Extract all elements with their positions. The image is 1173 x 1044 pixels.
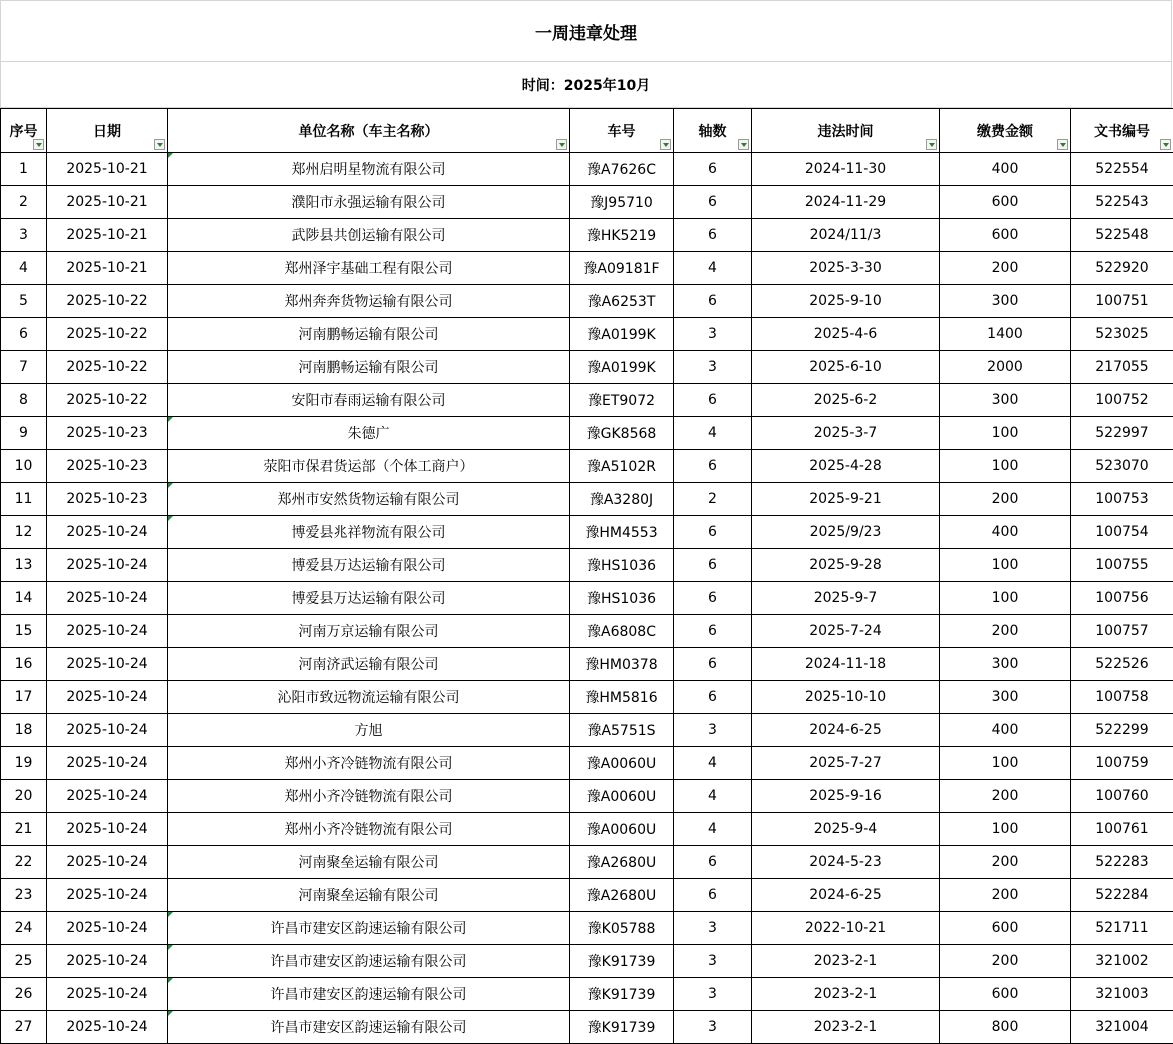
cell-violation-time[interactable]: 2025-9-7 [752, 582, 940, 615]
cell-seq[interactable]: 8 [1, 384, 47, 417]
cell-plate[interactable]: 豫K91739 [570, 945, 674, 978]
cell-amount[interactable]: 200 [940, 780, 1071, 813]
cell-date[interactable]: 2025-10-21 [47, 252, 168, 285]
cell-seq[interactable]: 11 [1, 483, 47, 516]
col-header-seq[interactable] [1, 109, 47, 153]
cell-seq[interactable]: 6 [1, 318, 47, 351]
cell-doc-number[interactable]: 100758 [1071, 681, 1173, 714]
table-row [1, 681, 1173, 714]
cell-company[interactable]: 郑州奔奔货物运输有限公司 [168, 285, 570, 318]
cell-violation-time[interactable]: 2025-10-10 [752, 681, 940, 714]
cell-plate[interactable]: 豫A0060U [570, 813, 674, 846]
cell-company[interactable]: 河南聚垒运输有限公司 [168, 879, 570, 912]
cell-amount[interactable]: 300 [940, 681, 1071, 714]
cell-doc-number[interactable]: 522526 [1071, 648, 1173, 681]
table-row [1, 945, 1173, 978]
cell-axles[interactable]: 6 [674, 549, 752, 582]
table-row [1, 186, 1173, 219]
cell-violation-time[interactable]: 2024-6-25 [752, 879, 940, 912]
cell-date[interactable]: 2025-10-24 [47, 747, 168, 780]
cell-seq[interactable]: 4 [1, 252, 47, 285]
cell-amount[interactable]: 400 [940, 714, 1071, 747]
cell-violation-time[interactable]: 2025-7-24 [752, 615, 940, 648]
cell-date[interactable]: 2025-10-24 [47, 1011, 168, 1044]
cell-date[interactable]: 2025-10-24 [47, 681, 168, 714]
cell-company[interactable]: 博爱县万达运输有限公司 [168, 582, 570, 615]
col-header-doc-number[interactable] [1071, 109, 1173, 153]
cell-plate[interactable]: 豫K91739 [570, 978, 674, 1011]
cell-seq[interactable]: 20 [1, 780, 47, 813]
cell-amount[interactable]: 300 [940, 648, 1071, 681]
cell-doc-number[interactable]: 100756 [1071, 582, 1173, 615]
cell-company[interactable]: 沁阳市致远物流运输有限公司 [168, 681, 570, 714]
filter-dropdown-icon[interactable] [154, 139, 165, 150]
cell-company[interactable]: 郑州市安然货物运输有限公司 [168, 483, 570, 516]
cell-amount[interactable]: 300 [940, 384, 1071, 417]
cell-date[interactable]: 2025-10-23 [47, 417, 168, 450]
cell-amount[interactable]: 200 [940, 846, 1071, 879]
cell-date[interactable]: 2025-10-23 [47, 483, 168, 516]
header-row [1, 109, 1173, 153]
cell-date[interactable]: 2025-10-21 [47, 186, 168, 219]
cell-axles[interactable]: 4 [674, 252, 752, 285]
filter-dropdown-icon[interactable] [556, 139, 567, 150]
cell-axles[interactable]: 6 [674, 846, 752, 879]
cell-plate[interactable]: 豫ET9072 [570, 384, 674, 417]
cell-seq[interactable]: 2 [1, 186, 47, 219]
cell-company[interactable]: 朱德广 [168, 417, 570, 450]
table-row [1, 648, 1173, 681]
cell-plate[interactable]: 豫HS1036 [570, 549, 674, 582]
sheet-subtitle: 时间：2025年10月 [0, 61, 1172, 108]
cell-seq[interactable]: 3 [1, 219, 47, 252]
cell-company[interactable]: 博爱县万达运输有限公司 [168, 549, 570, 582]
cell-seq[interactable]: 24 [1, 912, 47, 945]
cell-violation-time[interactable]: 2025-3-7 [752, 417, 940, 450]
cell-violation-time[interactable]: 2025-6-10 [752, 351, 940, 384]
cell-plate[interactable]: 豫K05788 [570, 912, 674, 945]
cell-company[interactable]: 郑州小齐冷链物流有限公司 [168, 747, 570, 780]
cell-date[interactable]: 2025-10-22 [47, 285, 168, 318]
column-header-label: 违法时间 [817, 123, 874, 140]
cell-company[interactable]: 方旭 [168, 714, 570, 747]
cell-violation-time[interactable]: 2025/9/23 [752, 516, 940, 549]
cell-amount[interactable]: 100 [940, 747, 1071, 780]
cell-amount[interactable]: 600 [940, 978, 1071, 1011]
cell-doc-number[interactable]: 321004 [1071, 1011, 1173, 1044]
cell-axles[interactable]: 2 [674, 483, 752, 516]
filter-dropdown-icon[interactable] [926, 139, 937, 150]
cell-date[interactable]: 2025-10-24 [47, 714, 168, 747]
table-row [1, 450, 1173, 483]
cell-date[interactable]: 2025-10-24 [47, 648, 168, 681]
table-row [1, 912, 1173, 945]
cell-date[interactable]: 2025-10-24 [47, 582, 168, 615]
cell-doc-number[interactable]: 100753 [1071, 483, 1173, 516]
cell-plate[interactable]: 豫A5751S [570, 714, 674, 747]
cell-amount[interactable]: 400 [940, 516, 1071, 549]
cell-axles[interactable]: 6 [674, 516, 752, 549]
cell-company[interactable]: 郑州小齐冷链物流有限公司 [168, 813, 570, 846]
table-body [1, 153, 1173, 1044]
cell-doc-number[interactable]: 100760 [1071, 780, 1173, 813]
cell-date[interactable]: 2025-10-23 [47, 450, 168, 483]
table-row [1, 351, 1173, 384]
cell-plate[interactable]: 豫GK8568 [570, 417, 674, 450]
cell-axles[interactable]: 3 [674, 714, 752, 747]
column-header-label: 日期 [93, 123, 121, 140]
violation-table [0, 108, 1173, 1044]
cell-doc-number[interactable]: 523070 [1071, 450, 1173, 483]
cell-company[interactable]: 许昌市建安区韵速运输有限公司 [168, 912, 570, 945]
cell-axles[interactable]: 6 [674, 582, 752, 615]
cell-plate[interactable]: 豫A3280J [570, 483, 674, 516]
cell-plate[interactable]: 豫HK5219 [570, 219, 674, 252]
cell-violation-time[interactable]: 2023-2-1 [752, 978, 940, 1011]
cell-amount[interactable]: 100 [940, 582, 1071, 615]
table-row [1, 483, 1173, 516]
cell-axles[interactable]: 3 [674, 978, 752, 1011]
cell-date[interactable]: 2025-10-24 [47, 813, 168, 846]
filter-dropdown-icon[interactable] [660, 139, 671, 150]
cell-doc-number[interactable]: 100757 [1071, 615, 1173, 648]
cell-axles[interactable]: 3 [674, 351, 752, 384]
cell-amount[interactable]: 600 [940, 186, 1071, 219]
cell-violation-time[interactable]: 2024-6-25 [752, 714, 940, 747]
cell-doc-number[interactable]: 100761 [1071, 813, 1173, 846]
cell-seq[interactable]: 27 [1, 1011, 47, 1044]
cell-company[interactable]: 许昌市建安区韵速运输有限公司 [168, 978, 570, 1011]
cell-doc-number[interactable]: 522997 [1071, 417, 1173, 450]
cell-doc-number[interactable]: 321002 [1071, 945, 1173, 978]
cell-plate[interactable]: 豫HM4553 [570, 516, 674, 549]
cell-violation-time[interactable]: 2024/11/3 [752, 219, 940, 252]
cell-doc-number[interactable]: 522299 [1071, 714, 1173, 747]
cell-plate[interactable]: 豫A5102R [570, 450, 674, 483]
cell-doc-number[interactable]: 100754 [1071, 516, 1173, 549]
table-row [1, 384, 1173, 417]
cell-amount[interactable]: 200 [940, 483, 1071, 516]
cell-axles[interactable]: 6 [674, 681, 752, 714]
cell-date[interactable]: 2025-10-24 [47, 846, 168, 879]
col-header-amount[interactable] [940, 109, 1071, 153]
table-row [1, 813, 1173, 846]
cell-violation-time[interactable]: 2023-2-1 [752, 1011, 940, 1044]
cell-plate[interactable]: 豫HS1036 [570, 582, 674, 615]
cell-violation-time[interactable]: 2022-10-21 [752, 912, 940, 945]
cell-violation-time[interactable]: 2023-2-1 [752, 945, 940, 978]
cell-date[interactable]: 2025-10-22 [47, 351, 168, 384]
cell-axles[interactable]: 6 [674, 153, 752, 186]
cell-plate[interactable]: 豫A7626C [570, 153, 674, 186]
cell-amount[interactable]: 200 [940, 879, 1071, 912]
cell-date[interactable]: 2025-10-24 [47, 978, 168, 1011]
cell-amount[interactable]: 400 [940, 153, 1071, 186]
cell-violation-time[interactable]: 2024-11-30 [752, 153, 940, 186]
cell-amount[interactable]: 100 [940, 450, 1071, 483]
cell-axles[interactable]: 3 [674, 912, 752, 945]
cell-amount[interactable]: 800 [940, 1011, 1071, 1044]
cell-seq[interactable]: 7 [1, 351, 47, 384]
cell-date[interactable]: 2025-10-21 [47, 219, 168, 252]
cell-amount[interactable]: 200 [940, 252, 1071, 285]
cell-doc-number[interactable]: 522284 [1071, 879, 1173, 912]
cell-axles[interactable]: 6 [674, 879, 752, 912]
cell-axles[interactable]: 6 [674, 648, 752, 681]
table-row [1, 780, 1173, 813]
cell-axles[interactable]: 6 [674, 186, 752, 219]
cell-plate[interactable]: 豫A6253T [570, 285, 674, 318]
cell-amount[interactable]: 100 [940, 813, 1071, 846]
cell-doc-number[interactable]: 522283 [1071, 846, 1173, 879]
table-row [1, 318, 1173, 351]
cell-amount[interactable]: 100 [940, 549, 1071, 582]
table-row [1, 582, 1173, 615]
table-row [1, 846, 1173, 879]
column-header-label: 缴费金额 [977, 123, 1033, 140]
cell-seq[interactable]: 5 [1, 285, 47, 318]
cell-seq[interactable]: 12 [1, 516, 47, 549]
cell-date[interactable]: 2025-10-21 [47, 153, 168, 186]
cell-doc-number[interactable]: 522548 [1071, 219, 1173, 252]
cell-plate[interactable]: 豫A2680U [570, 879, 674, 912]
table-row [1, 252, 1173, 285]
cell-plate[interactable]: 豫A0060U [570, 747, 674, 780]
cell-amount[interactable]: 100 [940, 417, 1071, 450]
cell-axles[interactable]: 4 [674, 747, 752, 780]
cell-plate[interactable]: 豫A2680U [570, 846, 674, 879]
table-row [1, 549, 1173, 582]
cell-company[interactable]: 濮阳市永强运输有限公司 [168, 186, 570, 219]
cell-company[interactable]: 河南聚垒运输有限公司 [168, 846, 570, 879]
cell-company[interactable]: 郑州泽宇基础工程有限公司 [168, 252, 570, 285]
col-header-plate[interactable] [570, 109, 674, 153]
cell-date[interactable]: 2025-10-24 [47, 879, 168, 912]
column-header-label: 序号 [9, 123, 38, 140]
cell-date[interactable]: 2025-10-24 [47, 780, 168, 813]
cell-date[interactable]: 2025-10-24 [47, 615, 168, 648]
cell-amount[interactable]: 600 [940, 912, 1071, 945]
cell-axles[interactable]: 4 [674, 780, 752, 813]
cell-company[interactable]: 许昌市建安区韵速运输有限公司 [168, 1011, 570, 1044]
cell-doc-number[interactable]: 521711 [1071, 912, 1173, 945]
cell-violation-time[interactable]: 2024-11-29 [752, 186, 940, 219]
cell-violation-time[interactable]: 2025-9-21 [752, 483, 940, 516]
cell-axles[interactable]: 6 [674, 219, 752, 252]
cell-seq[interactable]: 19 [1, 747, 47, 780]
cell-seq[interactable]: 10 [1, 450, 47, 483]
cell-amount[interactable]: 200 [940, 945, 1071, 978]
sheet-title: 一周违章处理 [0, 0, 1172, 61]
table-row [1, 747, 1173, 780]
cell-seq[interactable]: 26 [1, 978, 47, 1011]
filter-dropdown-icon[interactable] [33, 139, 44, 150]
cell-seq[interactable]: 16 [1, 648, 47, 681]
cell-doc-number[interactable]: 523025 [1071, 318, 1173, 351]
cell-doc-number[interactable]: 100759 [1071, 747, 1173, 780]
cell-seq[interactable]: 1 [1, 153, 47, 186]
cell-axles[interactable]: 6 [674, 384, 752, 417]
col-header-violation-time[interactable] [752, 109, 940, 153]
table-row [1, 714, 1173, 747]
cell-plate[interactable]: 豫A0199K [570, 318, 674, 351]
cell-doc-number[interactable]: 522543 [1071, 186, 1173, 219]
cell-violation-time[interactable]: 2025-7-27 [752, 747, 940, 780]
cell-violation-time[interactable]: 2025-9-28 [752, 549, 940, 582]
cell-seq[interactable]: 22 [1, 846, 47, 879]
cell-doc-number[interactable]: 522920 [1071, 252, 1173, 285]
cell-date[interactable]: 2025-10-24 [47, 945, 168, 978]
cell-plate[interactable]: 豫A0060U [570, 780, 674, 813]
cell-axles[interactable]: 6 [674, 615, 752, 648]
cell-plate[interactable]: 豫HM0378 [570, 648, 674, 681]
filter-dropdown-icon[interactable] [1160, 139, 1171, 150]
cell-amount[interactable]: 2000 [940, 351, 1071, 384]
cell-seq[interactable]: 9 [1, 417, 47, 450]
cell-seq[interactable]: 25 [1, 945, 47, 978]
cell-plate[interactable]: 豫A0199K [570, 351, 674, 384]
cell-company[interactable]: 许昌市建安区韵速运输有限公司 [168, 945, 570, 978]
col-header-axles[interactable] [674, 109, 752, 153]
cell-seq[interactable]: 13 [1, 549, 47, 582]
table-row [1, 615, 1173, 648]
table-row [1, 516, 1173, 549]
column-header-label: 单位名称（车主名称） [298, 123, 439, 140]
cell-doc-number[interactable]: 100752 [1071, 384, 1173, 417]
cell-violation-time[interactable]: 2025-4-6 [752, 318, 940, 351]
cell-plate[interactable]: 豫HM5816 [570, 681, 674, 714]
cell-violation-time[interactable]: 2025-9-4 [752, 813, 940, 846]
table-row [1, 417, 1173, 450]
column-header-label: 文书编号 [1094, 123, 1150, 140]
cell-amount[interactable]: 600 [940, 219, 1071, 252]
cell-doc-number[interactable]: 100751 [1071, 285, 1173, 318]
cell-amount[interactable]: 300 [940, 285, 1071, 318]
cell-date[interactable]: 2025-10-22 [47, 384, 168, 417]
filter-dropdown-icon[interactable] [1057, 139, 1068, 150]
cell-company[interactable]: 郑州小齐冷链物流有限公司 [168, 780, 570, 813]
cell-company[interactable]: 河南万京运输有限公司 [168, 615, 570, 648]
cell-plate[interactable]: 豫J95710 [570, 186, 674, 219]
cell-company[interactable]: 河南鹏畅运输有限公司 [168, 318, 570, 351]
cell-date[interactable]: 2025-10-22 [47, 318, 168, 351]
cell-company[interactable]: 武陟县共创运输有限公司 [168, 219, 570, 252]
cell-plate[interactable]: 豫A6808C [570, 615, 674, 648]
cell-company[interactable]: 郑州启明星物流有限公司 [168, 153, 570, 186]
table-row [1, 879, 1173, 912]
cell-seq[interactable]: 14 [1, 582, 47, 615]
col-header-company[interactable] [168, 109, 570, 153]
cell-axles[interactable]: 3 [674, 318, 752, 351]
cell-date[interactable]: 2025-10-24 [47, 549, 168, 582]
cell-amount[interactable]: 1400 [940, 318, 1071, 351]
cell-axles[interactable]: 3 [674, 945, 752, 978]
cell-violation-time[interactable]: 2025-9-16 [752, 780, 940, 813]
table-row [1, 219, 1173, 252]
cell-seq[interactable]: 17 [1, 681, 47, 714]
table-row [1, 153, 1173, 186]
column-header-label: 车号 [607, 123, 636, 140]
cell-doc-number[interactable]: 321003 [1071, 978, 1173, 1011]
cell-company[interactable]: 荥阳市保君货运部（个体工商户） [168, 450, 570, 483]
cell-violation-time[interactable]: 2024-11-18 [752, 648, 940, 681]
cell-date[interactable]: 2025-10-24 [47, 912, 168, 945]
cell-doc-number[interactable]: 100755 [1071, 549, 1173, 582]
cell-seq[interactable]: 18 [1, 714, 47, 747]
filter-dropdown-icon[interactable] [738, 139, 749, 150]
cell-plate[interactable]: 豫A09181F [570, 252, 674, 285]
cell-seq[interactable]: 15 [1, 615, 47, 648]
cell-violation-time[interactable]: 2025-9-10 [752, 285, 940, 318]
cell-plate[interactable]: 豫K91739 [570, 1011, 674, 1044]
cell-company[interactable]: 安阳市春雨运输有限公司 [168, 384, 570, 417]
cell-axles[interactable]: 4 [674, 417, 752, 450]
cell-company[interactable]: 河南济武运输有限公司 [168, 648, 570, 681]
cell-company[interactable]: 博爱县兆祥物流有限公司 [168, 516, 570, 549]
cell-company[interactable]: 河南鹏畅运输有限公司 [168, 351, 570, 384]
cell-seq[interactable]: 21 [1, 813, 47, 846]
cell-violation-time[interactable]: 2024-5-23 [752, 846, 940, 879]
cell-doc-number[interactable]: 217055 [1071, 351, 1173, 384]
table-row [1, 1011, 1173, 1044]
table-row [1, 978, 1173, 1011]
cell-violation-time[interactable]: 2025-3-30 [752, 252, 940, 285]
cell-axles[interactable]: 6 [674, 285, 752, 318]
cell-axles[interactable]: 3 [674, 1011, 752, 1044]
cell-violation-time[interactable]: 2025-4-28 [752, 450, 940, 483]
col-header-date[interactable] [47, 109, 168, 153]
cell-date[interactable]: 2025-10-24 [47, 516, 168, 549]
cell-axles[interactable]: 4 [674, 813, 752, 846]
table-row [1, 285, 1173, 318]
cell-doc-number[interactable]: 522554 [1071, 153, 1173, 186]
cell-amount[interactable]: 200 [940, 615, 1071, 648]
cell-seq[interactable]: 23 [1, 879, 47, 912]
cell-violation-time[interactable]: 2025-6-2 [752, 384, 940, 417]
column-header-label: 轴数 [698, 123, 727, 140]
cell-axles[interactable]: 6 [674, 450, 752, 483]
